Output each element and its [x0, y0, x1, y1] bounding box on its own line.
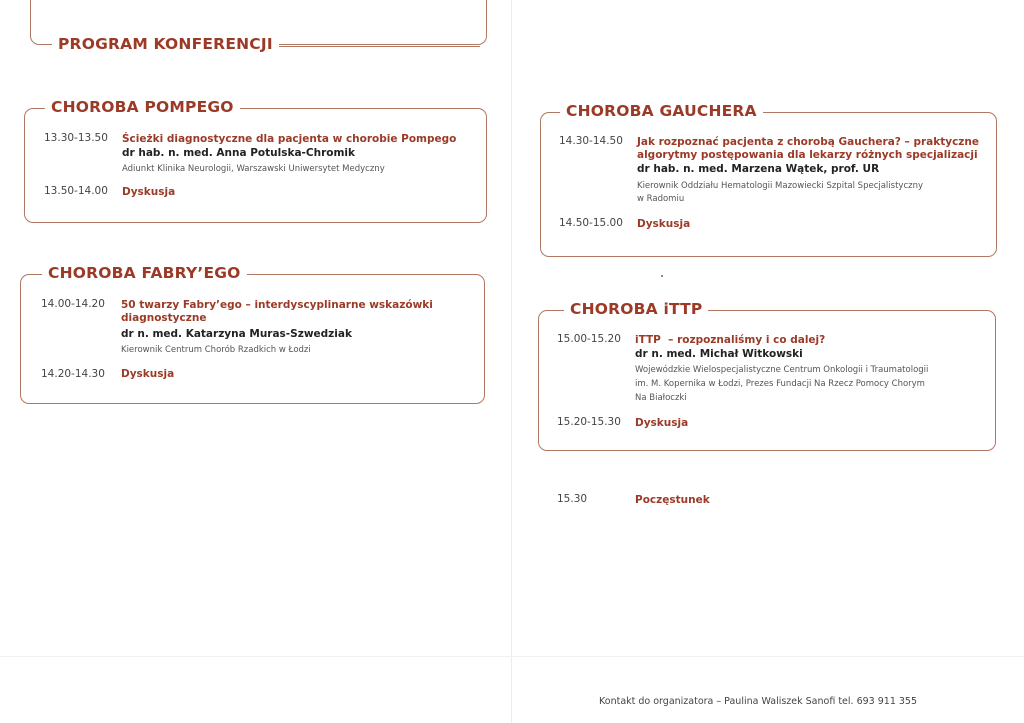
speaker-affiliation-line-1: Wojewódzkie Wielospecjalistyczne Centrum Onkologii i Traumatologii	[635, 365, 929, 375]
stray-dot	[661, 275, 663, 277]
closing-label: Poczęstunek	[635, 494, 710, 506]
speaker-name: dr hab. n. med. Marzena Wątek, prof. UR	[637, 163, 880, 175]
discussion-label: Dyskusja	[121, 368, 175, 380]
speaker-affiliation-line-2: w Radomiu	[637, 194, 685, 204]
footer-rule	[0, 656, 1024, 657]
discussion-label: Dyskusja	[122, 186, 176, 198]
talk-title-line-1: Jak rozpoznać pacjenta z chorobą Gauchera? – praktyczne	[637, 136, 979, 148]
speaker-affiliation: Kierownik Centrum Chorób Rzadkich w Łodzi	[121, 345, 311, 355]
speaker-name: dr n. med. Katarzyna Muras-Szwedziak	[121, 328, 352, 340]
talk-title: iTTP – rozpoznaliśmy i co dalej?	[635, 334, 826, 346]
page-divider	[511, 0, 512, 723]
talk-time: 14.00-14.20	[41, 298, 105, 310]
program-title-rule	[279, 46, 480, 47]
ittp-section-title: CHOROBA iTTP	[564, 300, 708, 318]
talk-title: Ścieżki diagnostyczne dla pacjenta w chorobie Pompego	[122, 133, 457, 145]
pompe-section-title: CHOROBA POMPEGO	[45, 98, 240, 116]
discussion-time: 14.20-14.30	[41, 368, 105, 380]
talk-time: 15.00-15.20	[557, 333, 621, 345]
speaker-affiliation-line-3: Na Białoczki	[635, 393, 687, 403]
speaker-affiliation-line-1: Kierownik Oddziału Hematologii Mazowiecki Szpital Specjalistyczny	[637, 181, 923, 191]
talk-title-line-2: diagnostyczne	[121, 312, 207, 324]
speaker-affiliation: Adiunkt Klinika Neurologii, Warszawski Uniwersytet Medyczny	[122, 164, 385, 174]
program-title: PROGRAM KONFERENCJI	[52, 35, 279, 53]
fabry-section-title: CHOROBA FABRY’EGO	[42, 264, 247, 282]
closing-time: 15.30	[557, 493, 588, 505]
speaker-name: dr hab. n. med. Anna Potulska-Chromik	[122, 147, 356, 159]
speaker-affiliation-line-2: im. M. Kopernika w Łodzi, Prezes Fundacji Na Rzecz Pomocy Chorym	[635, 379, 925, 389]
discussion-label: Dyskusja	[637, 218, 691, 230]
discussion-time: 15.20-15.30	[557, 416, 621, 428]
discussion-time: 14.50-15.00	[559, 217, 623, 229]
gaucher-section-title: CHOROBA GAUCHERA	[560, 102, 763, 120]
talk-time: 14.30-14.50	[559, 135, 623, 147]
talk-title-line-1: 50 twarzy Fabry’ego – interdyscyplinarne wskazówki	[121, 299, 433, 311]
footer-contact: Kontakt do organizatora – Paulina Waliszek Sanofi tel. 693 911 355	[599, 696, 918, 707]
discussion-time: 13.50-14.00	[44, 185, 108, 197]
speaker-name: dr n. med. Michał Witkowski	[635, 348, 803, 360]
talk-time: 13.30-13.50	[44, 132, 108, 144]
talk-title-line-2: algorytmy postępowania dla lekarzy różnych specjalizacji	[637, 149, 978, 161]
discussion-label: Dyskusja	[635, 417, 689, 429]
